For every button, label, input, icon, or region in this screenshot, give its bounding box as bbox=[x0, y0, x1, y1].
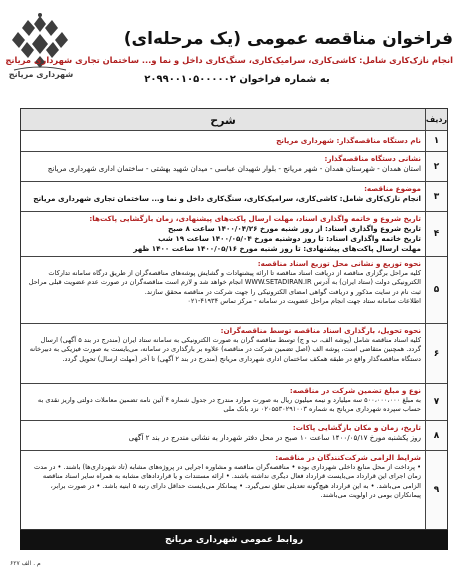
public-relations-footer: روابط عمومی شهرداری مریانج bbox=[20, 530, 448, 550]
row-label: تاریخ شروع و خاتمه واگذاری اسناد، مهلت ارسال پاکت‌های پیشنهادی، زمان بازگشایی پاکت‌ها: bbox=[89, 214, 421, 223]
notice-title: فراخوان مناقصه عمومی (یک مرحله‌ای) bbox=[123, 29, 453, 49]
row-content bbox=[21, 324, 425, 383]
row-content bbox=[21, 257, 425, 323]
table-row bbox=[21, 152, 447, 182]
row-number: ۲ bbox=[425, 152, 447, 181]
table-row bbox=[21, 324, 447, 384]
row-content bbox=[21, 421, 425, 450]
row-content bbox=[21, 384, 425, 420]
organizer-name: نام دستگاه مناقصه‌گذار: شهرداری مریانج bbox=[276, 136, 421, 145]
row-content bbox=[21, 451, 425, 529]
requirements-text: • پرداخت از محل منابع داخلی شهرداری بوده • مناقصه‌گران مناقصه و مشاوره اجرایی در پروژه‌های مشابه (تاد شهرداری‌ها) باشند. • در مدت زمان اجرای این قرارداد می‌بایست قرارداد فعال دیگری نداشته باشند. • ارائه مستندات و یا قراردادهای مشابه به همراه سایر اسناد مناقصه الزامی می‌باشد. • به این قرارداد هیچ‌گونه تعدیلی تعلق نمی‌گیرد. • پیمانکار می‌بایست حداقل دارای رتبه ۵ ابنیه باشد. • در صورت برابر، پیمانکاران بومی در اولویت می‌باشند. bbox=[34, 463, 421, 500]
row-label: نوع و مبلغ تضمین شرکت در مناقصه: bbox=[289, 386, 421, 395]
row-label: نحوه توزیع و نشانی محل توزیع اسناد مناقصه: bbox=[257, 259, 421, 268]
row-number: ۱ bbox=[425, 131, 447, 151]
table-row bbox=[21, 212, 447, 257]
tender-table bbox=[20, 108, 448, 530]
row-number: ۶ bbox=[425, 324, 447, 383]
column-header-description: شرح bbox=[210, 114, 236, 127]
row-number: ۳ bbox=[425, 182, 447, 211]
row-content bbox=[21, 182, 425, 211]
row-label: نحوه تحویل، بارگذاری اسناد مناقصه توسط مناقصه‌گران: bbox=[220, 326, 421, 335]
table-row bbox=[21, 421, 447, 451]
setad-contact: اطلاعات سامانه ستاد جهت انجام مراحل عضویت در سامانه - مرکز تماس ۴۱۹۳۴-۰۲۱ bbox=[187, 297, 421, 306]
row-label: موضوع مناقصه: bbox=[364, 184, 421, 193]
opening-date-text: روز یکشنبه مورخ ۱۴۰۰/۰۵/۱۷ ساعت ۱۰ صبح در محل دفتر شهردار به نشانی مندرج در بند ۲ آگهی bbox=[128, 433, 421, 442]
table-row bbox=[21, 451, 447, 529]
row-number: ۴ bbox=[425, 212, 447, 256]
row-label: نشانی دستگاه مناقصه‌گذار: bbox=[324, 154, 421, 163]
row-number: ۹ bbox=[425, 451, 447, 529]
table-row bbox=[21, 384, 447, 421]
documents-start-date: تاریخ شروع واگذاری اسناد: از روز شنبه مورخ ۱۴۰۰/۰۴/۲۶ ساعت ۸ صبح bbox=[167, 224, 421, 233]
row-content bbox=[21, 152, 425, 181]
header bbox=[0, 0, 467, 104]
organizer-address: استان همدان - شهرستان همدان - شهر مریانج - بلوار شهیدان عباسی - میدان شهید بهشتی - ساختمان اداری شهرداری مریانج bbox=[47, 164, 421, 173]
logo-caption: شهرداری مریانج bbox=[8, 70, 74, 79]
tender-subject: انجام نازک‌کاری شامل: کاشی‌کاری، سرامیک‌کاری، سنگ‌کاری داخل و نما و... ساختمان تجاری شهرداری مریانج bbox=[33, 194, 421, 203]
row-label: شرایط الزامی شرکت‌کنندگان در مناقصه: bbox=[275, 453, 421, 462]
documents-end-date: تاریخ خاتمه واگذاری اسناد: تا روز دوشنبه مورخ ۱۴۰۰/۰۵/۰۴ ساعت ۱۹ شب bbox=[158, 234, 421, 244]
table-header-row bbox=[21, 109, 447, 131]
ad-code: م . الف ۶۲۷ bbox=[10, 560, 41, 567]
row-content bbox=[21, 131, 425, 151]
table-row bbox=[21, 182, 447, 212]
table-row bbox=[21, 257, 447, 324]
row-number: ۷ bbox=[425, 384, 447, 420]
row-content bbox=[21, 212, 425, 256]
row-label: تاریخ، زمان و مکان بازگشایی پاکات: bbox=[292, 423, 421, 432]
column-header-row: ردیف bbox=[425, 109, 447, 130]
row-number: ۸ bbox=[425, 421, 447, 450]
submission-deadline: مهلت ارسال پاکت‌های پیشنهادی: تا روز شنبه مورخ ۱۴۰۰/۰۵/۱۶ ساعت ۱۴۰۰ ظهر bbox=[133, 244, 421, 254]
submission-method-text: کلیه اسناد مناقصه شامل (پوشه الف، ب و ج) توسط مناقصه گران به صورت الکترونیکی به سامانه ستاد ایران (مندرج در بند ۵ آگهی) ارسال گردد. همچنین متقاضی است، پوشه الف (اصل تضمین شرکت در مناقصه) علاوه بر بارگذاری در سامانه، می‌بایست به صورت فیزیکی به دبیرخانه دستگاه مناقصه‌گذار واقع در طبقه همکف ساختمان اداری شهرداری مریانج (مندرج در بند ۲ آگهی) تا آخر (مهلت ارسال) تحویل گردد. bbox=[29, 336, 421, 363]
tender-number: به شماره فراخوان ۲۰۹۹۰۰۱۰۵۰۰۰۰۰۲ bbox=[144, 74, 330, 85]
notice-subtitle: انجام نازک‌کاری شامل: کاشی‌کاری، سرامیک‌کاری، سنگ‌کاری داخل و نما و... ساختمان تجاری شهرداری مریانج bbox=[5, 55, 453, 65]
row-number: ۵ bbox=[425, 257, 447, 323]
guarantee-text: به مبلغ ۵۰۰،۰۰۰،۰۰۰ سه میلیارد و نیمه میلیون ریال به صورت موارد مندرج در جدول شماره ۴ آئین نامه تضمین معاملات دولتی واریز نقدی به حساب سپرده شهرداری مریانج به شماره ۰۲۰۵۵۳۰۲۹۱۰۰۳ نزد بانک ملی bbox=[37, 396, 421, 414]
distribution-text: کلیه مراحل برگزاری مناقصه از دریافت اسناد مناقصه تا ارائه پیشنهادات و گشایش پوشه‌های مناقصه‌گران از طریق درگاه سامانه تدارکات الکترونیکی دولت (ستاد ایران) به آدرس WWW.SETADIRAN.IR انجام خواهد شد و لازم است مناقصه‌گران در صورت عدم عضویت قبلی مراحل ثبت نام در سایت مذکور و دریافت گواهی امضای الکترونیکی را جهت شرکت در مناقصه محقق سازند. bbox=[28, 269, 421, 296]
table-row bbox=[21, 131, 447, 152]
